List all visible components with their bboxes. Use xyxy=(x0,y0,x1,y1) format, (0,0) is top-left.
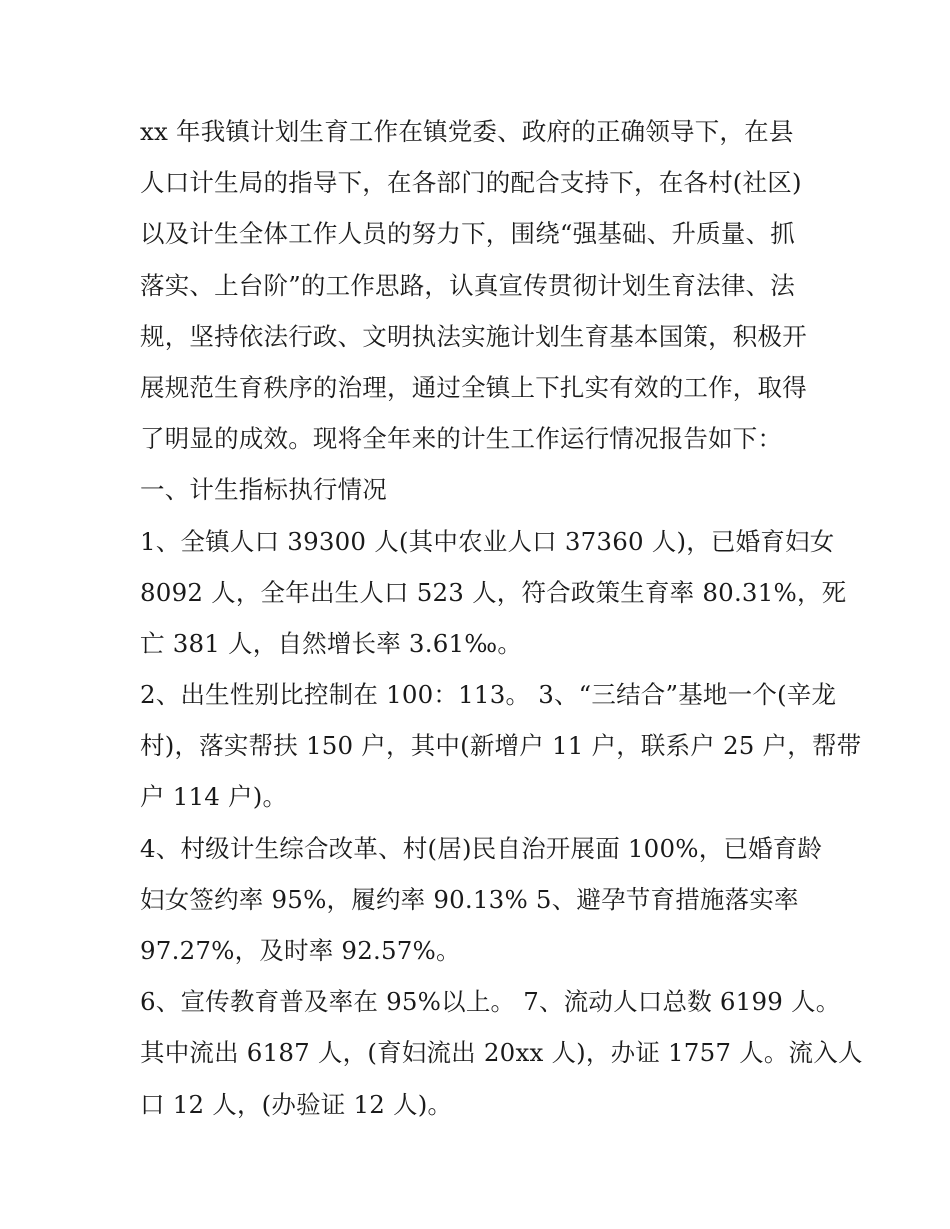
text-line: 1、全镇人口 39300 人(其中农业人口 37360 人)，已婚育妇女 xyxy=(140,526,835,556)
text-line: 以及计生全体工作人员的努力下，围绕“强基础、升质量、抓 xyxy=(140,219,795,249)
document-body xyxy=(140,106,863,1130)
text-line: 97.27%，及时率 92.57%。 xyxy=(140,936,461,965)
text-line: 亡 381 人，自然增长率 3.61‰。 xyxy=(140,628,523,658)
text-line: xx 年我镇计划生育工作在镇党委、政府的正确领导下，在县 xyxy=(140,117,794,146)
text-line: 户 114 户)。 xyxy=(140,782,288,812)
text-line: 展规范生育秩序的治理，通过全镇上下扎实有效的工作，取得 xyxy=(140,372,807,402)
text-line: 人口计生局的指导下，在各部门的配合支持下，在各村(社区) xyxy=(140,168,802,198)
section-heading: 一、计生指标执行情况 xyxy=(140,475,387,505)
text-line: 规，坚持依法行政、文明执法实施计划生育基本国策，积极开 xyxy=(140,321,807,351)
text-line: 2、出生性别比控制在 100：113。 3、“三结合”基地一个(辛龙 xyxy=(140,680,837,710)
text-line: 其中流出 6187 人，(育妇流出 20xx 人)，办证 1757 人。流入人 xyxy=(140,1038,863,1068)
text-line: 妇女签约率 95%，履约率 90.13% 5、避孕节育措施落实率 xyxy=(140,884,799,914)
text-line: 村)，落实帮扶 150 户，其中(新增户 11 户，联系户 25 户，帮带 xyxy=(140,731,862,761)
text-line: 口 12 人，(办验证 12 人)。 xyxy=(140,1089,453,1119)
text-line: 了明显的成效。现将全年来的计生工作运行情况报告如下： xyxy=(140,424,783,454)
text-line: 4、村级计生综合改革、村(居)民自治开展面 100%，已婚育龄 xyxy=(140,833,823,863)
text-line: 6、宣传教育普及率在 95%以上。 7、流动人口总数 6199 人。 xyxy=(140,987,841,1017)
text-line: 8092 人，全年出生人口 523 人，符合政策生育率 80.31%，死 xyxy=(140,577,847,607)
text-line: 落实、上台阶”的工作思路，认真宣传贯彻计划生育法律、法 xyxy=(140,270,795,300)
